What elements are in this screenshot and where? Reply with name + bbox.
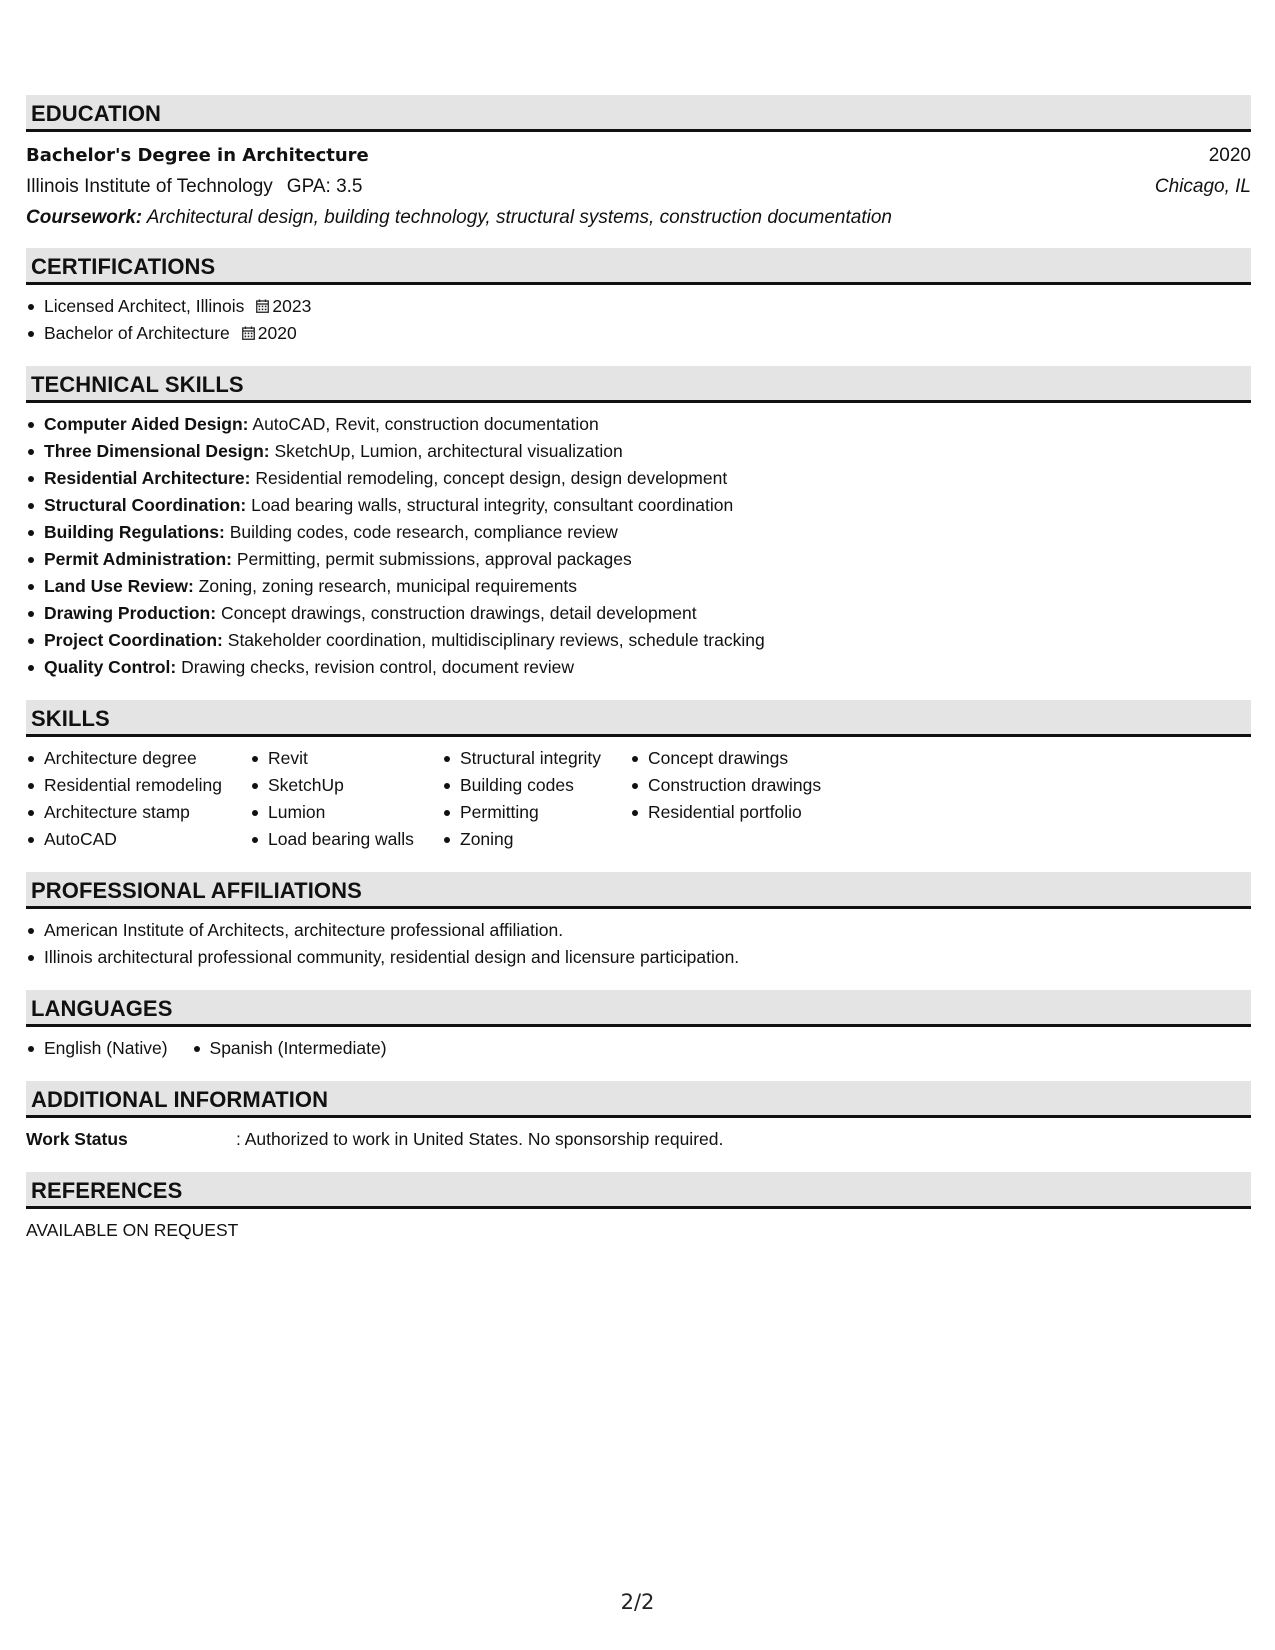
list-item: Architecture degree xyxy=(26,745,250,772)
affiliations-list xyxy=(26,909,1251,971)
list-item: Construction drawings xyxy=(630,772,870,799)
resume-page xyxy=(26,95,1251,1263)
list-item: Illinois architectural professional community, residential design and licensure participation. xyxy=(26,944,1251,971)
graduation-year: 2020 xyxy=(1208,145,1251,166)
coursework-text: Architectural design, building technology, structural systems, construction documentation xyxy=(146,207,892,228)
work-status-row xyxy=(26,1118,1251,1153)
coursework xyxy=(26,202,1251,233)
skill-detail: Drawing checks, revision control, document review xyxy=(181,657,575,677)
skill-detail: Residential remodeling, concept design, design development xyxy=(255,468,728,488)
school-location: Chicago, IL xyxy=(1154,176,1251,197)
list-item: Lumion xyxy=(250,799,442,826)
skill-category: Drawing Production: xyxy=(44,603,217,623)
skill-category: Permit Administration: xyxy=(44,549,232,569)
skill-category: Building Regulations: xyxy=(44,522,225,542)
skills-column xyxy=(26,745,250,853)
list-item xyxy=(26,320,1251,347)
list-item: Structural integrity xyxy=(442,745,630,772)
certifications-heading: CERTIFICATIONS xyxy=(26,248,1251,285)
certification-year: 2020 xyxy=(257,323,297,343)
technical-skills-section xyxy=(26,366,1251,681)
skill-detail: Stakeholder coordination, multidisciplinary reviews, schedule tracking xyxy=(227,630,765,650)
references-heading: REFERENCES xyxy=(26,1172,1251,1209)
skills-column xyxy=(442,745,630,853)
skill-category: Land Use Review: xyxy=(44,576,194,596)
gpa: GPA: 3.5 xyxy=(286,176,363,197)
list-item xyxy=(26,438,1251,465)
skills-grid xyxy=(26,737,1251,853)
list-item xyxy=(26,519,1251,546)
skill-category: Project Coordination: xyxy=(44,630,223,650)
list-item xyxy=(26,600,1251,627)
skills-section xyxy=(26,700,1251,853)
list-item: Zoning xyxy=(442,826,630,853)
list-item: Residential remodeling xyxy=(26,772,250,799)
list-item: English (Native) xyxy=(26,1035,168,1062)
skills-heading: SKILLS xyxy=(26,700,1251,737)
skill-category: Computer Aided Design: xyxy=(44,414,249,434)
list-item: Architecture stamp xyxy=(26,799,250,826)
list-item xyxy=(26,654,1251,681)
skill-detail: Permitting, permit submissions, approval packages xyxy=(236,549,632,569)
list-item: Spanish (Intermediate) xyxy=(192,1035,387,1062)
list-item: Permitting xyxy=(442,799,630,826)
work-status-value: : Authorized to work in United States. No sponsorship required. xyxy=(236,1129,724,1149)
skill-category: Residential Architecture: xyxy=(44,468,251,488)
list-item: Concept drawings xyxy=(630,745,870,772)
technical-skills-heading: TECHNICAL SKILLS xyxy=(26,366,1251,403)
skill-category: Three Dimensional Design: xyxy=(44,441,270,461)
skills-column xyxy=(630,745,870,853)
skill-detail: Building codes, code research, compliance review xyxy=(229,522,618,542)
skill-category: Structural Coordination: xyxy=(44,495,247,515)
additional-info-section xyxy=(26,1081,1251,1153)
list-item: Residential portfolio xyxy=(630,799,870,826)
skill-detail: AutoCAD, Revit, construction documentation xyxy=(252,414,599,434)
list-item xyxy=(26,492,1251,519)
skill-detail: Zoning, zoning research, municipal requirements xyxy=(198,576,578,596)
affiliations-heading: PROFESSIONAL AFFILIATIONS xyxy=(26,872,1251,909)
list-item: Load bearing walls xyxy=(250,826,442,853)
list-item: American Institute of Architects, architecture professional affiliation. xyxy=(26,917,1251,944)
skill-detail: Concept drawings, construction drawings, detail development xyxy=(220,603,697,623)
certifications-section xyxy=(26,248,1251,347)
calendar-icon xyxy=(242,326,255,340)
list-item: Revit xyxy=(250,745,442,772)
page-number: 2/2 xyxy=(620,1590,655,1614)
list-item: SketchUp xyxy=(250,772,442,799)
list-item xyxy=(26,465,1251,492)
additional-info-heading: ADDITIONAL INFORMATION xyxy=(26,1081,1251,1118)
list-item xyxy=(26,573,1251,600)
education-section xyxy=(26,95,1251,233)
references-section xyxy=(26,1172,1251,1244)
education-entry xyxy=(26,132,1251,233)
skill-category: Quality Control: xyxy=(44,657,177,677)
certification-name: Bachelor of Architecture xyxy=(44,323,230,343)
languages-list xyxy=(26,1027,1251,1062)
skill-detail: Load bearing walls, structural integrity, consultant coordination xyxy=(251,495,734,515)
certification-name: Licensed Architect, Illinois xyxy=(44,296,245,316)
list-item xyxy=(26,546,1251,573)
skill-detail: SketchUp, Lumion, architectural visualization xyxy=(274,441,623,461)
certifications-list xyxy=(26,285,1251,347)
calendar-icon xyxy=(256,299,269,313)
languages-section xyxy=(26,990,1251,1062)
education-heading: EDUCATION xyxy=(26,95,1251,132)
degree-title: Bachelor's Degree in Architecture xyxy=(26,145,369,166)
languages-heading: LANGUAGES xyxy=(26,990,1251,1027)
coursework-label: Coursework: xyxy=(26,207,143,228)
affiliations-section xyxy=(26,872,1251,971)
list-item: Building codes xyxy=(442,772,630,799)
references-text: AVAILABLE ON REQUEST xyxy=(26,1220,239,1240)
list-item xyxy=(26,627,1251,654)
list-item: AutoCAD xyxy=(26,826,250,853)
work-status-label: Work Status xyxy=(26,1129,128,1149)
school-name: Illinois Institute of Technology xyxy=(26,176,273,197)
technical-skills-list xyxy=(26,403,1251,681)
list-item xyxy=(26,411,1251,438)
list-item xyxy=(26,293,1251,320)
skills-column xyxy=(250,745,442,853)
certification-year: 2023 xyxy=(272,296,312,316)
